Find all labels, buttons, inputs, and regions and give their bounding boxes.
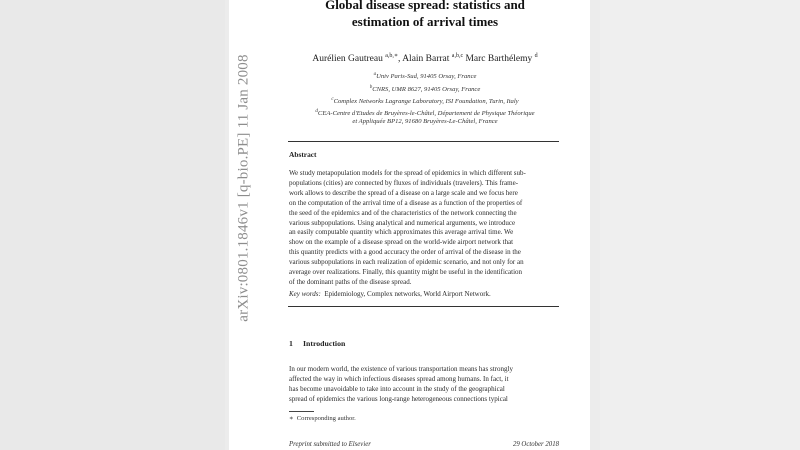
intro-line: spread of epidemics the various long-range heterogeneous connections typical [289,394,508,403]
right-background [600,0,800,450]
keywords-text: Epidemiology, Complex networks, World Airport Network. [324,290,491,298]
footnote-mark: ∗ [289,415,294,422]
affiliation-b-mark: b [369,85,373,90]
abstract-line: average over realizations. Finally, this quantity might be useful in the identification [289,268,523,277]
abstract-line: populations (cities) are connected by fluxes of individuals (travelers). This frame- [289,178,519,187]
author-3-name: Marc Barthélemy [465,54,533,64]
affiliation-d-continued [260,116,590,127]
affiliation-d-text-2: et Appliquée BP12, 91680 Bruyères-Le-Châtel, France [352,118,498,125]
keywords [289,290,559,298]
abstract-line: of the dominant paths of the disease spread. [289,277,412,286]
abstract-line: show on the example of a disease spread on the world-wide airport network that [289,238,514,247]
affiliation-d-text: CEA-Centre d'Etudes de Bruyères-le-Châtel, Département de Physique Théorique [317,110,535,117]
title-line-2: estimation of arrival times [351,14,499,29]
footnote-rule [289,411,314,412]
footnote [289,414,356,422]
abstract-line: an easily computable quantity which approximates this average arrival time. We [289,228,514,237]
page-footer [289,441,559,448]
arxiv-stamp-text: arXiv:0801.1846v1 [q-bio.PE] 11 Jan 2008 [235,54,252,322]
affiliation-d-mark: d [315,109,318,114]
affiliation-c-text: Complex Networks Lagrange Laboratory, ISI Foundation, Turin, Italy [333,98,519,105]
introduction-text [289,365,559,405]
affiliation-c-mark: c [331,97,334,102]
affiliation-a-text: Univ Paris-Sud, 91405 Orsay, France [376,73,477,80]
affiliation-a-mark: a [373,72,377,77]
author-2-name: Alain Barrat [402,54,450,64]
keywords-label: Key words: [289,290,321,298]
author-1-name: Aurélien Gautreau [312,54,383,64]
abstract-top-rule [288,141,559,142]
abstract-line: the seed of the epidemics and of the characteristics of the network connecting the [289,208,517,217]
intro-line: has become unavoidable to take into account in the study of the geographical [289,384,505,393]
abstract-line: We study metapopulation models for the spread of epidemics in which different sub- [289,169,526,177]
abstract-line: on the computation of the arrival time of a disease as a function of the properties of [289,198,523,207]
abstract-body [289,169,559,288]
footer-left: Preprint submitted to Elsevier [289,441,371,448]
intro-line: In our modern world, the existence of various transportation means has strongly [289,365,513,373]
author-3-marks: d [534,53,538,59]
abstract-heading: Abstract [289,150,317,159]
intro-line: affected the way in which infectious diseases spread among humans. In fact, it [289,374,509,383]
section-number: 1 [289,339,293,348]
arxiv-stamp [231,54,257,322]
affiliation-a [260,69,590,82]
abstract-bottom-rule [288,306,559,307]
footer-date: 29 October 2018 [512,441,559,448]
abstract-line: various subpopulations. Using analytical and numerical arguments, we introduce [289,218,516,227]
left-background [0,0,225,450]
section-title: Introduction [303,339,346,348]
author-2-marks: a,b,c [451,53,464,59]
affiliation-b-text: CNRS, UMR 8627, 91405 Orsay, France [372,86,481,93]
abstract-line: this quantity predicts with a good accuracy the order of arrival of the disease in the [289,248,521,257]
abstract-line: various subpopulations in each realization of epidemic scenario, and not only for an [289,258,524,267]
section-heading [289,339,345,348]
title-line-1: Global disease spread: statistics and [325,0,525,12]
paper-title [260,0,590,30]
abstract-line: work allows to describe the spread of a disease on a large scale and we focus here [289,188,518,197]
author-1-marks: a,b,∗ [385,53,398,59]
footnote-text: Corresponding author. [296,415,356,422]
author-list: Aurélien Gautreau $^{a,b,∗}$, Alain Barrat $^{a,b,c}$ Marc Barthélemy $^d$ [312,53,538,64]
